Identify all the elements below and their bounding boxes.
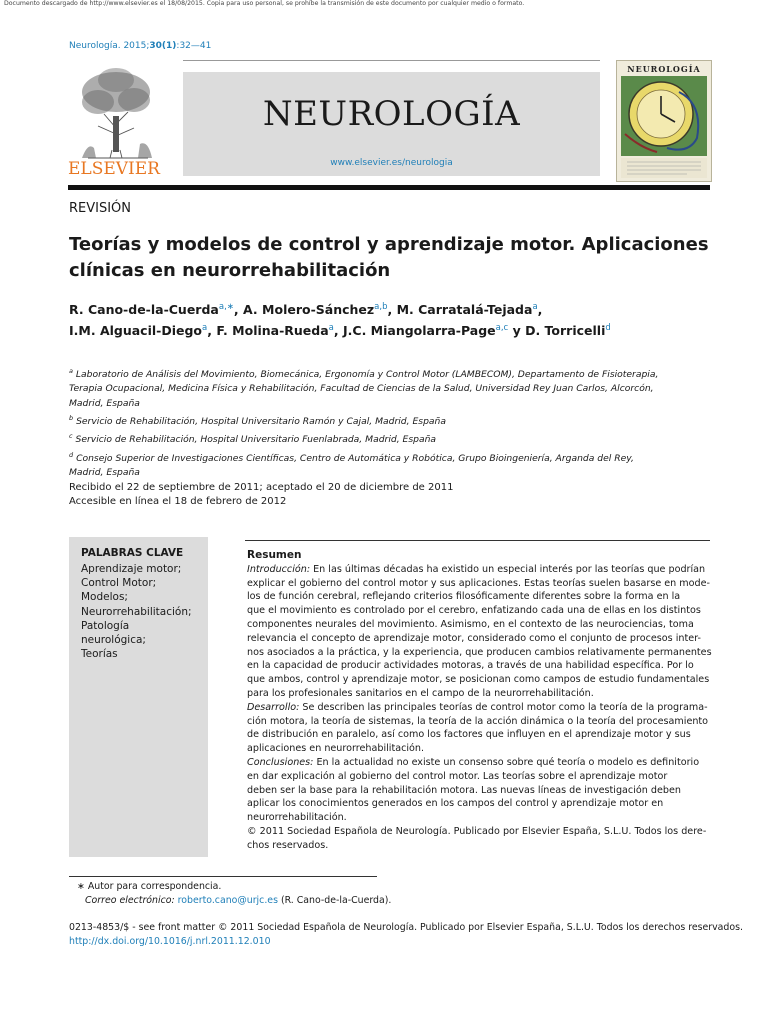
abstract-line: que el movimiento es controlado por el cerebro, enfatizando cada una de ellas en los distintos (247, 605, 701, 617)
email-suffix: (R. Cano-de-la-Cuerda). (280, 894, 392, 906)
abstract-line: relevancia el concepto de aprendizaje motor, considerado como el conjunto de procesos inter- (247, 632, 701, 644)
issn-copyright (69, 921, 743, 948)
keywords-heading: PALABRAS CLAVE (81, 547, 184, 559)
abstract-line: de distribución en paralelo, así como los factores que influyen en el aprendizaje motor y sus (247, 729, 691, 741)
author-name: R. Cano-de-la-Cuerda (69, 302, 219, 318)
paper-title-line: clínicas en neurorrehabilitación (69, 260, 391, 281)
affiliation-marker[interactable]: a,c (495, 323, 509, 334)
abstract-line: que ambos, control y aprendizaje motor, se posicionan como campos de estudio fundamentales (247, 674, 710, 686)
abstract-line (247, 563, 712, 577)
citation-volume: 30(1) (149, 41, 177, 51)
author-line (69, 298, 729, 319)
keyword-item: Teorías (81, 648, 118, 661)
footnote-rule (69, 876, 377, 877)
keyword-item: Neurorrehabilitación; (81, 605, 192, 618)
footnote-text: Autor para correspondencia. (87, 881, 222, 892)
affiliation-text: Madrid, España (69, 397, 140, 409)
abstract-line: neurorrehabilitación. (247, 812, 347, 824)
email-link[interactable]: roberto.cano@urjc.es (177, 894, 278, 906)
affiliation-line (69, 397, 714, 411)
paper-title-line: Teorías y modelos de control y aprendizaje motor. Aplicaciones (69, 234, 709, 255)
affiliation-marker[interactable]: a (328, 323, 334, 334)
affiliation-text: Terapia Ocupacional, Medicina Física y Rehabilitación, Facultad de Ciencias de la Salud, Universidad Rey Juan Carlos, Alcorcón, (69, 383, 654, 395)
elsevier-tree-icon (68, 62, 168, 180)
author-separator: , (537, 302, 543, 318)
keywords-list (81, 562, 192, 661)
author-separator: y (508, 323, 526, 339)
affiliation-text: Madrid, España (69, 467, 140, 479)
abstract-line: nos asociados a la práctica, y la experiencia, que producen cambios relativamente permanentes (247, 646, 712, 658)
author-separator: , (387, 302, 397, 318)
masthead-rule (68, 185, 710, 190)
abstract-line: en dar explicación al gobierno del control motor. Las teorías sobre el aprendizaje motor (247, 770, 668, 782)
citation-pages: :32—41 (176, 41, 212, 51)
affiliation-marker[interactable]: a (202, 323, 208, 334)
keyword-item: Control Motor; (81, 577, 157, 590)
abstract-text: En las últimas décadas ha existido un especial interés por las teorías que podrían (310, 563, 706, 575)
journal-citation[interactable] (69, 41, 211, 51)
affiliation-line (69, 382, 714, 396)
abstract-line: deben ser la base para la rehabilitación motora. Las nuevas líneas de investigación deben (247, 784, 681, 796)
affiliation-mark: c (69, 432, 73, 441)
affiliation-line (69, 448, 714, 466)
abstract-line (247, 701, 712, 715)
cover-title: NEUROLOGÍA (627, 64, 701, 74)
keyword-item: Patología (81, 619, 130, 632)
affiliation-text: Consejo Superior de Investigaciones Científicas, Centro de Automática y Robótica, Grupo Bioingeniería, Arganda del Rey, (76, 452, 634, 464)
online-date: Accesible en línea el 18 de febrero de 2012 (69, 496, 287, 507)
journal-url-link[interactable]: www.elsevier.es/neurologia (330, 158, 453, 168)
affiliation-mark: d (69, 450, 74, 459)
author-name: I.M. Alguacil-Diego (69, 323, 203, 339)
abstract-line: para los profesionales sanitarios en el campo de la neurorrehabilitación. (247, 687, 594, 699)
citation-journal: Neurología. 2015; (69, 41, 150, 51)
author-name: D. Torricelli (525, 323, 606, 339)
author-separator: , (233, 302, 244, 318)
download-notice: Documento descargado de http://www.elsevier.es el 18/08/2015. Copia para uso personal, se prohíbe la transmisión de este documento por cualquier medio o formato. (4, 0, 525, 7)
affiliation-text: Laboratorio de Análisis del Movimiento, Biomecánica, Ergonomía y Control Motor (LAMBECOM), Departamento de Fisioterapia, (75, 369, 659, 381)
author-separator: , (207, 323, 217, 339)
abstract-intro-label: Introducción: (247, 563, 311, 575)
author-list (69, 298, 729, 340)
paper-title (69, 232, 709, 284)
cover-clock-icon (617, 74, 711, 182)
doi-link[interactable]: http://dx.doi.org/10.1016/j.nrl.2011.12.010 (69, 935, 271, 947)
issn-line: 0213-4853/$ - see front matter © 2011 Sociedad Española de Neurología. Publicado por Elsevier España, S.L.U. Todos los derechos reservados. (69, 922, 743, 933)
article-dates (69, 481, 453, 509)
abstract-line: explicar el gobierno del control motor y sus aplicaciones. Estas teorías suelen basarse en mode- (247, 577, 710, 589)
affiliation-mark: b (69, 413, 74, 422)
affiliation-line (69, 364, 714, 382)
affiliation-marker[interactable]: a,∗ (218, 302, 234, 312)
abstract-conclusions-label: Conclusiones: (247, 756, 314, 768)
abstract-line: aplicaciones en neurorrehabilitación. (247, 743, 425, 755)
keywords-box (69, 537, 208, 857)
footnote-mark: ∗ (77, 881, 85, 892)
affiliations (69, 364, 714, 480)
abstract (247, 549, 712, 853)
received-date: Recibido el 22 de septiembre de 2011; aceptado el 20 de diciembre de 2011 (69, 482, 454, 493)
abstract-dev-label: Desarrollo: (247, 701, 300, 713)
abstract-line: aplicar los conocimientos generados en los campos del control y aprendizaje motor en (247, 798, 664, 810)
journal-cover-thumbnail (616, 60, 712, 182)
abstract-text: En la actualidad no existe un consenso sobre qué teoría o modelo es definitorio (313, 756, 700, 768)
elsevier-wordmark: ELSEVIER (68, 159, 160, 179)
abstract-copyright: © 2011 Sociedad Española de Neurología. Publicado por Elsevier España, S.L.U. Todos los dere- (247, 825, 707, 837)
header-rule (183, 60, 600, 61)
abstract-line: en la capacidad de producir actividades motoras, a través de una habilidad específica. Por lo (247, 660, 694, 672)
author-line (69, 319, 729, 340)
affiliation-text: Servicio de Rehabilitación, Hospital Universitario Fuenlabrada, Madrid, España (75, 434, 437, 446)
affiliation-line (69, 429, 714, 447)
affiliation-line (69, 466, 714, 480)
abstract-line: ción motora, la teoría de sistemas, la teoría de la acción dinámica o la teoría del procesamiento (247, 715, 709, 727)
email-label: Correo electrónico: (85, 894, 175, 906)
affiliation-marker[interactable]: d (605, 323, 611, 334)
abstract-copyright: chos reservados. (247, 839, 329, 851)
author-name: M. Carratalá-Tejada (396, 302, 533, 318)
author-name: F. Molina-Rueda (216, 323, 329, 339)
abstract-rule (245, 540, 710, 541)
article-section-label: REVISIÓN (69, 201, 132, 216)
footnote-line (77, 894, 391, 908)
abstract-line: los de función cerebral, reflejando criterios filosóficamente diferentes sobre la forma en la (247, 591, 681, 603)
keyword-item: Aprendizaje motor; (81, 563, 182, 575)
abstract-text: Se describen las principales teorías de control motor como la teoría de la programa- (299, 701, 708, 713)
abstract-line (247, 756, 712, 770)
affiliation-line (69, 411, 714, 429)
affiliation-text: Servicio de Rehabilitación, Hospital Universitario Ramón y Cajal, Madrid, España (76, 416, 446, 428)
affiliation-marker[interactable]: a (532, 302, 538, 312)
abstract-line: componentes neurales del movimiento. Asimismo, en el contexto de las neurociencias, toma (247, 618, 694, 630)
elsevier-logo (68, 62, 168, 180)
journal-title: NEUROLOGÍA (262, 94, 521, 134)
affiliation-marker[interactable]: a,b (374, 302, 388, 312)
keyword-item: neurológica; (81, 634, 146, 647)
author-separator: , (333, 323, 343, 339)
correspondence-footnote (77, 880, 391, 907)
affiliation-mark: a (69, 367, 73, 375)
author-name: J.C. Miangolarra-Page (343, 323, 496, 339)
journal-header-band (183, 72, 600, 176)
abstract-heading: Resumen (247, 549, 302, 561)
keyword-item: Modelos; (81, 591, 128, 604)
footnote-line (77, 880, 391, 894)
author-name: A. Molero-Sánchez (243, 302, 375, 318)
